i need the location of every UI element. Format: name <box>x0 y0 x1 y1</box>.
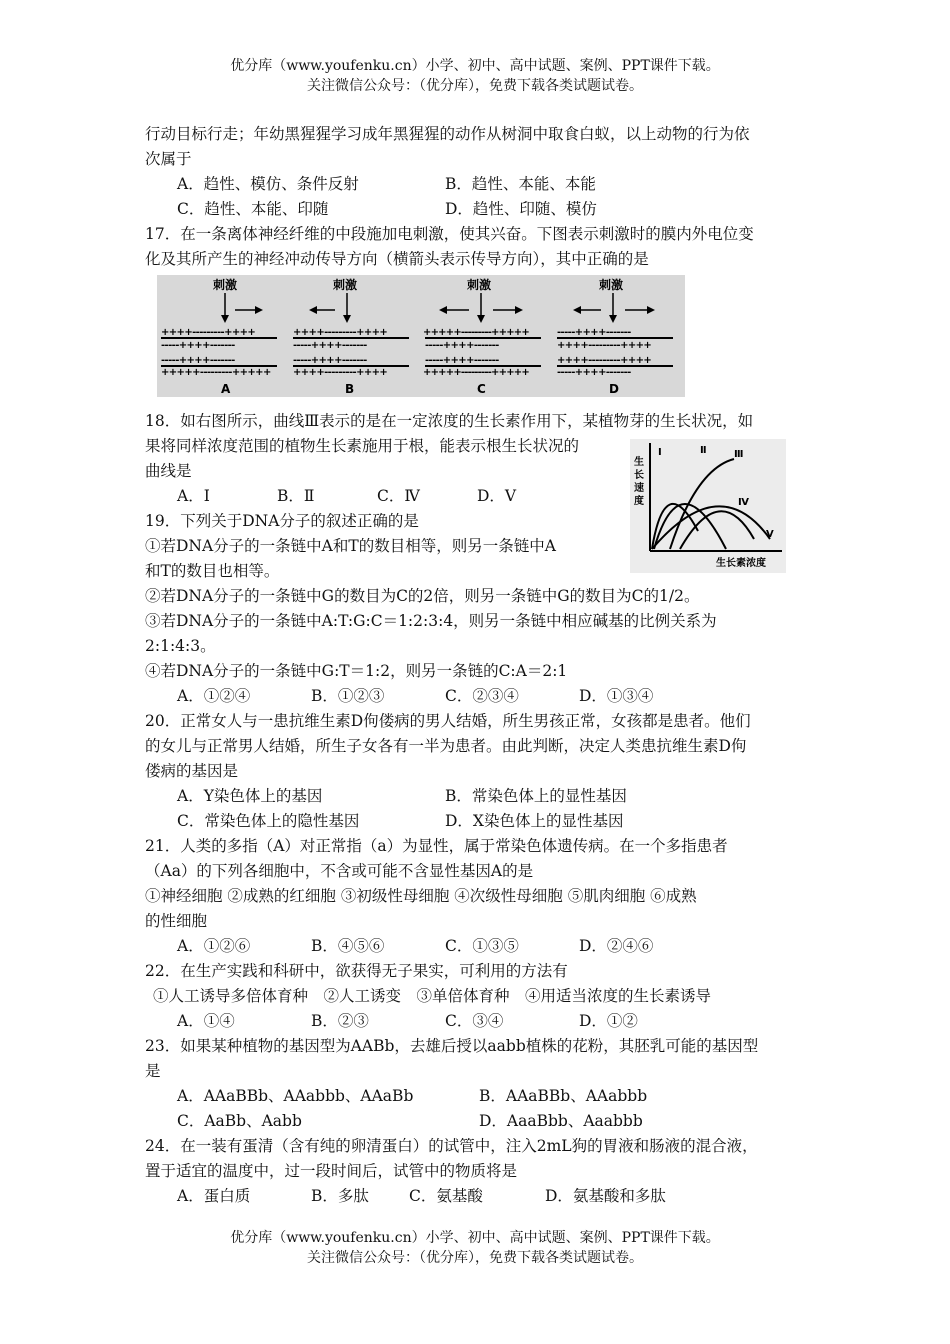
q23-options-row-1 <box>145 1084 810 1109</box>
q19-option-c: C．②③④ <box>445 687 519 705</box>
q24-option-d: D．氨基酸和多肽 <box>545 1187 666 1205</box>
nerve-panel-a <box>159 275 289 397</box>
panel-label: A <box>221 382 231 396</box>
nerve-fiber-figure <box>157 275 685 397</box>
header-line-2: 关注微信公众号：（优分库），免费下载各类试题试卷。 <box>307 78 643 94</box>
question-18 <box>145 409 810 709</box>
q18-text-2: 果将同样浓度范围的植物生长素施用于根，能表示根生长状况的 <box>145 437 580 455</box>
q20-option-a: A．Y染色体上的基因 <box>177 787 323 805</box>
q19-option-d: D．①③④ <box>579 687 654 705</box>
q16-option-a: A．趋性、模仿、条件反射 <box>177 175 359 193</box>
q19-statement-2: ②若DNA分子的一条链中G的数目为C的2倍，则另一条链中G的数目为C的1/2。 <box>145 587 700 605</box>
membrane-outer-top: +++++---------+++++ <box>423 327 529 338</box>
q16-options-row-2 <box>145 197 810 222</box>
left-arrowhead-icon <box>439 306 447 314</box>
membrane-outer-bottom: +++++---------+++++ <box>161 367 271 378</box>
curve-label: Ⅰ <box>658 447 662 458</box>
q17-text-2: 化及其所产生的神经冲动传导方向（横箭头表示传导方向），其中正确的是 <box>145 250 649 268</box>
q16-option-c: C．趋性、本能、印随 <box>177 200 329 218</box>
membrane-outer-top: ++++---------++++ <box>161 327 256 338</box>
q21-option-b: B．④⑤⑥ <box>311 937 385 955</box>
curve-label: Ⅴ <box>766 529 774 540</box>
q20-options-row-2 <box>145 809 810 834</box>
question-23 <box>145 1034 810 1134</box>
q22-option-b: B．②③ <box>311 1012 369 1030</box>
left-arrowhead-icon <box>573 306 581 314</box>
membrane-outer-top: -----++++------- <box>557 327 631 338</box>
y-axis-label-char: 生 <box>634 457 644 468</box>
stimulus-arrowhead-icon <box>343 315 351 323</box>
q22-options <box>145 1009 810 1034</box>
q20-option-c: C．常染色体上的隐性基因 <box>177 812 360 830</box>
q23-option-a: A．AAaBBb、AAabbb、AAaBb <box>177 1087 414 1105</box>
membrane-outer-bottom: +++++---------+++++ <box>423 367 529 378</box>
stimulus-label: 刺激 <box>333 278 358 292</box>
q18-option-c: C．Ⅳ <box>377 487 420 505</box>
q18-option-a: A．Ⅰ <box>177 487 210 505</box>
q19-statement-4: ④若DNA分子的一条链中G:T＝1:2，则另一条链的C:A＝2:1 <box>145 662 568 680</box>
q21-option-c: C．①③⑤ <box>445 937 519 955</box>
membrane-inner-bottom: ++++---------++++ <box>557 355 652 366</box>
header-line-1: 优分库（www.youfenku.cn）小学、初中、高中试题、案例、PPT课件下载。 <box>230 58 720 74</box>
q17-text-1: 17．在一条离体神经纤维的中段施加电刺激，使其兴奋。下图表示刺激时的膜内外电位变 <box>145 225 754 243</box>
footer-line-1: 优分库（www.youfenku.cn）小学、初中、高中试题、案例、PPT课件下载。 <box>230 1230 720 1246</box>
q23-option-c: C．AaBb、Aabb <box>177 1112 302 1130</box>
q22-text-2: ①人工诱导多倍体育种 ②人工诱变 ③单倍体育种 ④用适当浓度的生长素诱导 <box>153 987 712 1005</box>
q21-text-1: 21．人类的多指（A）对正常指（a）为显性，属于常染色体遗传病。在一个多指患者 <box>145 837 728 855</box>
q19-statement-3b: 2:1:4:3。 <box>145 637 216 655</box>
q21-text-3: ①神经细胞 ②成熟的红细胞 ③初级性母细胞 ④次级性母细胞 ⑤肌肉细胞 ⑥成熟 <box>145 887 697 905</box>
membrane-outer-top: ++++---------++++ <box>293 327 388 338</box>
membrane-inner-bottom: -----++++------- <box>161 355 235 366</box>
q16-text-1: 行动目标行走；年幼黑猩猩学习成年黑猩猩的动作从树洞中取食白蚁，以上动物的行为依 <box>145 125 750 143</box>
membrane-inner-top: -----++++------- <box>425 340 499 351</box>
q19-option-b: B．①②③ <box>311 687 385 705</box>
q23-option-b: B．AAaBBb、AAabbb <box>479 1087 648 1105</box>
q19-statement-3a: ③若DNA分子的一条链中A:T:G:C＝1:2:3:4，则另一条链中相应碱基的比例关系为 <box>145 612 717 630</box>
page-footer <box>0 1228 950 1268</box>
q21-option-d: D．②④⑥ <box>579 937 654 955</box>
q22-option-d: D．①② <box>579 1012 638 1030</box>
page-header <box>0 56 950 96</box>
q19-text-1: 19．下列关于DNA分子的叙述正确的是 <box>145 512 419 530</box>
q16-option-d: D．趋性、印随、模仿 <box>445 200 597 218</box>
q16-option-b: B．趋性、本能、本能 <box>445 175 596 193</box>
stimulus-arrowhead-icon <box>609 315 617 323</box>
question-24 <box>145 1134 810 1209</box>
y-axis-label-char: 度 <box>634 496 644 507</box>
q23-option-d: D．AaaBbb、Aaabbb <box>479 1112 643 1130</box>
panel-label: C <box>477 382 486 396</box>
question-20 <box>145 709 810 834</box>
curve-label: Ⅲ <box>734 449 744 460</box>
question-17 <box>145 222 810 397</box>
q23-options-row-2 <box>145 1109 810 1134</box>
question-content <box>145 122 810 1209</box>
q19-statement-1a: ①若DNA分子的一条链中A和T的数目相等，则另一条链中A <box>145 537 556 555</box>
footer-line-2: 关注微信公众号：（优分库），免费下载各类试题试卷。 <box>307 1250 643 1266</box>
q18-text-3: 曲线是 <box>145 462 192 480</box>
stimulus-arrowhead-icon <box>477 315 485 323</box>
nerve-panel-b <box>291 275 421 397</box>
q21-text-2: （Aa）的下列各细胞中，不含或可能不含显性基因A的是 <box>145 862 534 880</box>
q21-text-4: 的性细胞 <box>145 912 208 930</box>
q20-text-1: 20．正常女人与一患抗维生素D佝偻病的男人结婚，所生男孩正常，女孩都是患者。他们 <box>145 712 751 730</box>
q19-option-a: A．①②④ <box>177 687 251 705</box>
q24-options <box>145 1184 810 1209</box>
question-16 <box>145 122 810 222</box>
x-axis-label: 生长素浓度 <box>716 558 766 569</box>
q24-option-b: B．多肽 <box>311 1187 369 1205</box>
nerve-panel-c <box>423 275 553 397</box>
q21-options <box>145 934 810 959</box>
nerve-panel-d <box>555 275 685 397</box>
q23-text-2: 是 <box>145 1062 161 1080</box>
q18-option-d: D．Ⅴ <box>477 487 517 505</box>
q24-option-a: A．蛋白质 <box>177 1187 251 1205</box>
q21-option-a: A．①②⑥ <box>177 937 251 955</box>
right-arrowhead-icon <box>647 306 655 314</box>
membrane-outer-bottom: -----++++------- <box>557 367 631 378</box>
q19-statement-1b: 和T的数目也相等。 <box>145 562 280 580</box>
y-axis-label-char: 长 <box>634 470 644 481</box>
right-arrowhead-icon <box>255 306 263 314</box>
panel-label: D <box>609 382 619 396</box>
q18-options <box>145 484 810 509</box>
q24-text-1: 24．在一装有蛋清（含有纯的卵清蛋白）的试管中，注入2mL狗的胃液和肠液的混合液， <box>145 1137 758 1155</box>
membrane-inner-top: -----++++------- <box>293 340 367 351</box>
q23-text-1: 23．如果某种植物的基因型为AABb，去雄后授以aabb植株的花粉，其胚乳可能的基因型 <box>145 1037 759 1055</box>
q22-text-1: 22．在生产实践和科研中，欲获得无子果实，可利用的方法有 <box>145 962 568 980</box>
curve-label: Ⅳ <box>738 497 749 508</box>
right-arrowhead-icon <box>515 306 523 314</box>
q24-option-c: C．氨基酸 <box>409 1187 483 1205</box>
q20-option-b: B．常染色体上的显性基因 <box>445 787 627 805</box>
q24-text-2: 置于适宜的温度中，过一段时间后，试管中的物质将是 <box>145 1162 518 1180</box>
stimulus-label: 刺激 <box>467 278 492 292</box>
q22-option-c: C．③④ <box>445 1012 504 1030</box>
q20-options-row-1 <box>145 784 810 809</box>
q20-option-d: D．X染色体上的显性基因 <box>445 812 624 830</box>
panel-label: B <box>345 382 355 396</box>
membrane-inner-bottom: -----++++------- <box>293 355 367 366</box>
membrane-inner-top: ++++---------++++ <box>557 340 652 351</box>
q16-options-row-1 <box>145 172 810 197</box>
membrane-inner-bottom: -----++++------- <box>425 355 499 366</box>
stimulus-arrowhead-icon <box>221 315 229 323</box>
stimulus-label: 刺激 <box>213 278 238 292</box>
q20-text-2: 的女儿与正常男人结婚，所生子女各有一半为患者。由此判断，决定人类患抗维生素D佝 <box>145 737 747 755</box>
stimulus-label: 刺激 <box>599 278 624 292</box>
question-22 <box>145 959 810 1034</box>
q18-text-1: 18．如右图所示，曲线Ⅲ表示的是在一定浓度的生长素作用下，某植物芽的生长状况，如 <box>145 412 754 430</box>
question-21 <box>145 834 810 959</box>
curve-label: Ⅱ <box>700 445 707 456</box>
q20-text-3: 偻病的基因是 <box>145 762 239 780</box>
q19-options <box>145 684 810 709</box>
membrane-outer-bottom: ++++---------++++ <box>293 367 388 378</box>
q16-text-2: 次属于 <box>145 150 192 168</box>
y-axis-label-char: 速 <box>634 483 644 494</box>
q22-option-a: A．①④ <box>177 1012 235 1030</box>
q18-option-b: B．Ⅱ <box>277 487 315 505</box>
membrane-inner-top: -----++++------- <box>161 340 235 351</box>
question-19 <box>145 509 810 709</box>
left-arrowhead-icon <box>309 306 317 314</box>
